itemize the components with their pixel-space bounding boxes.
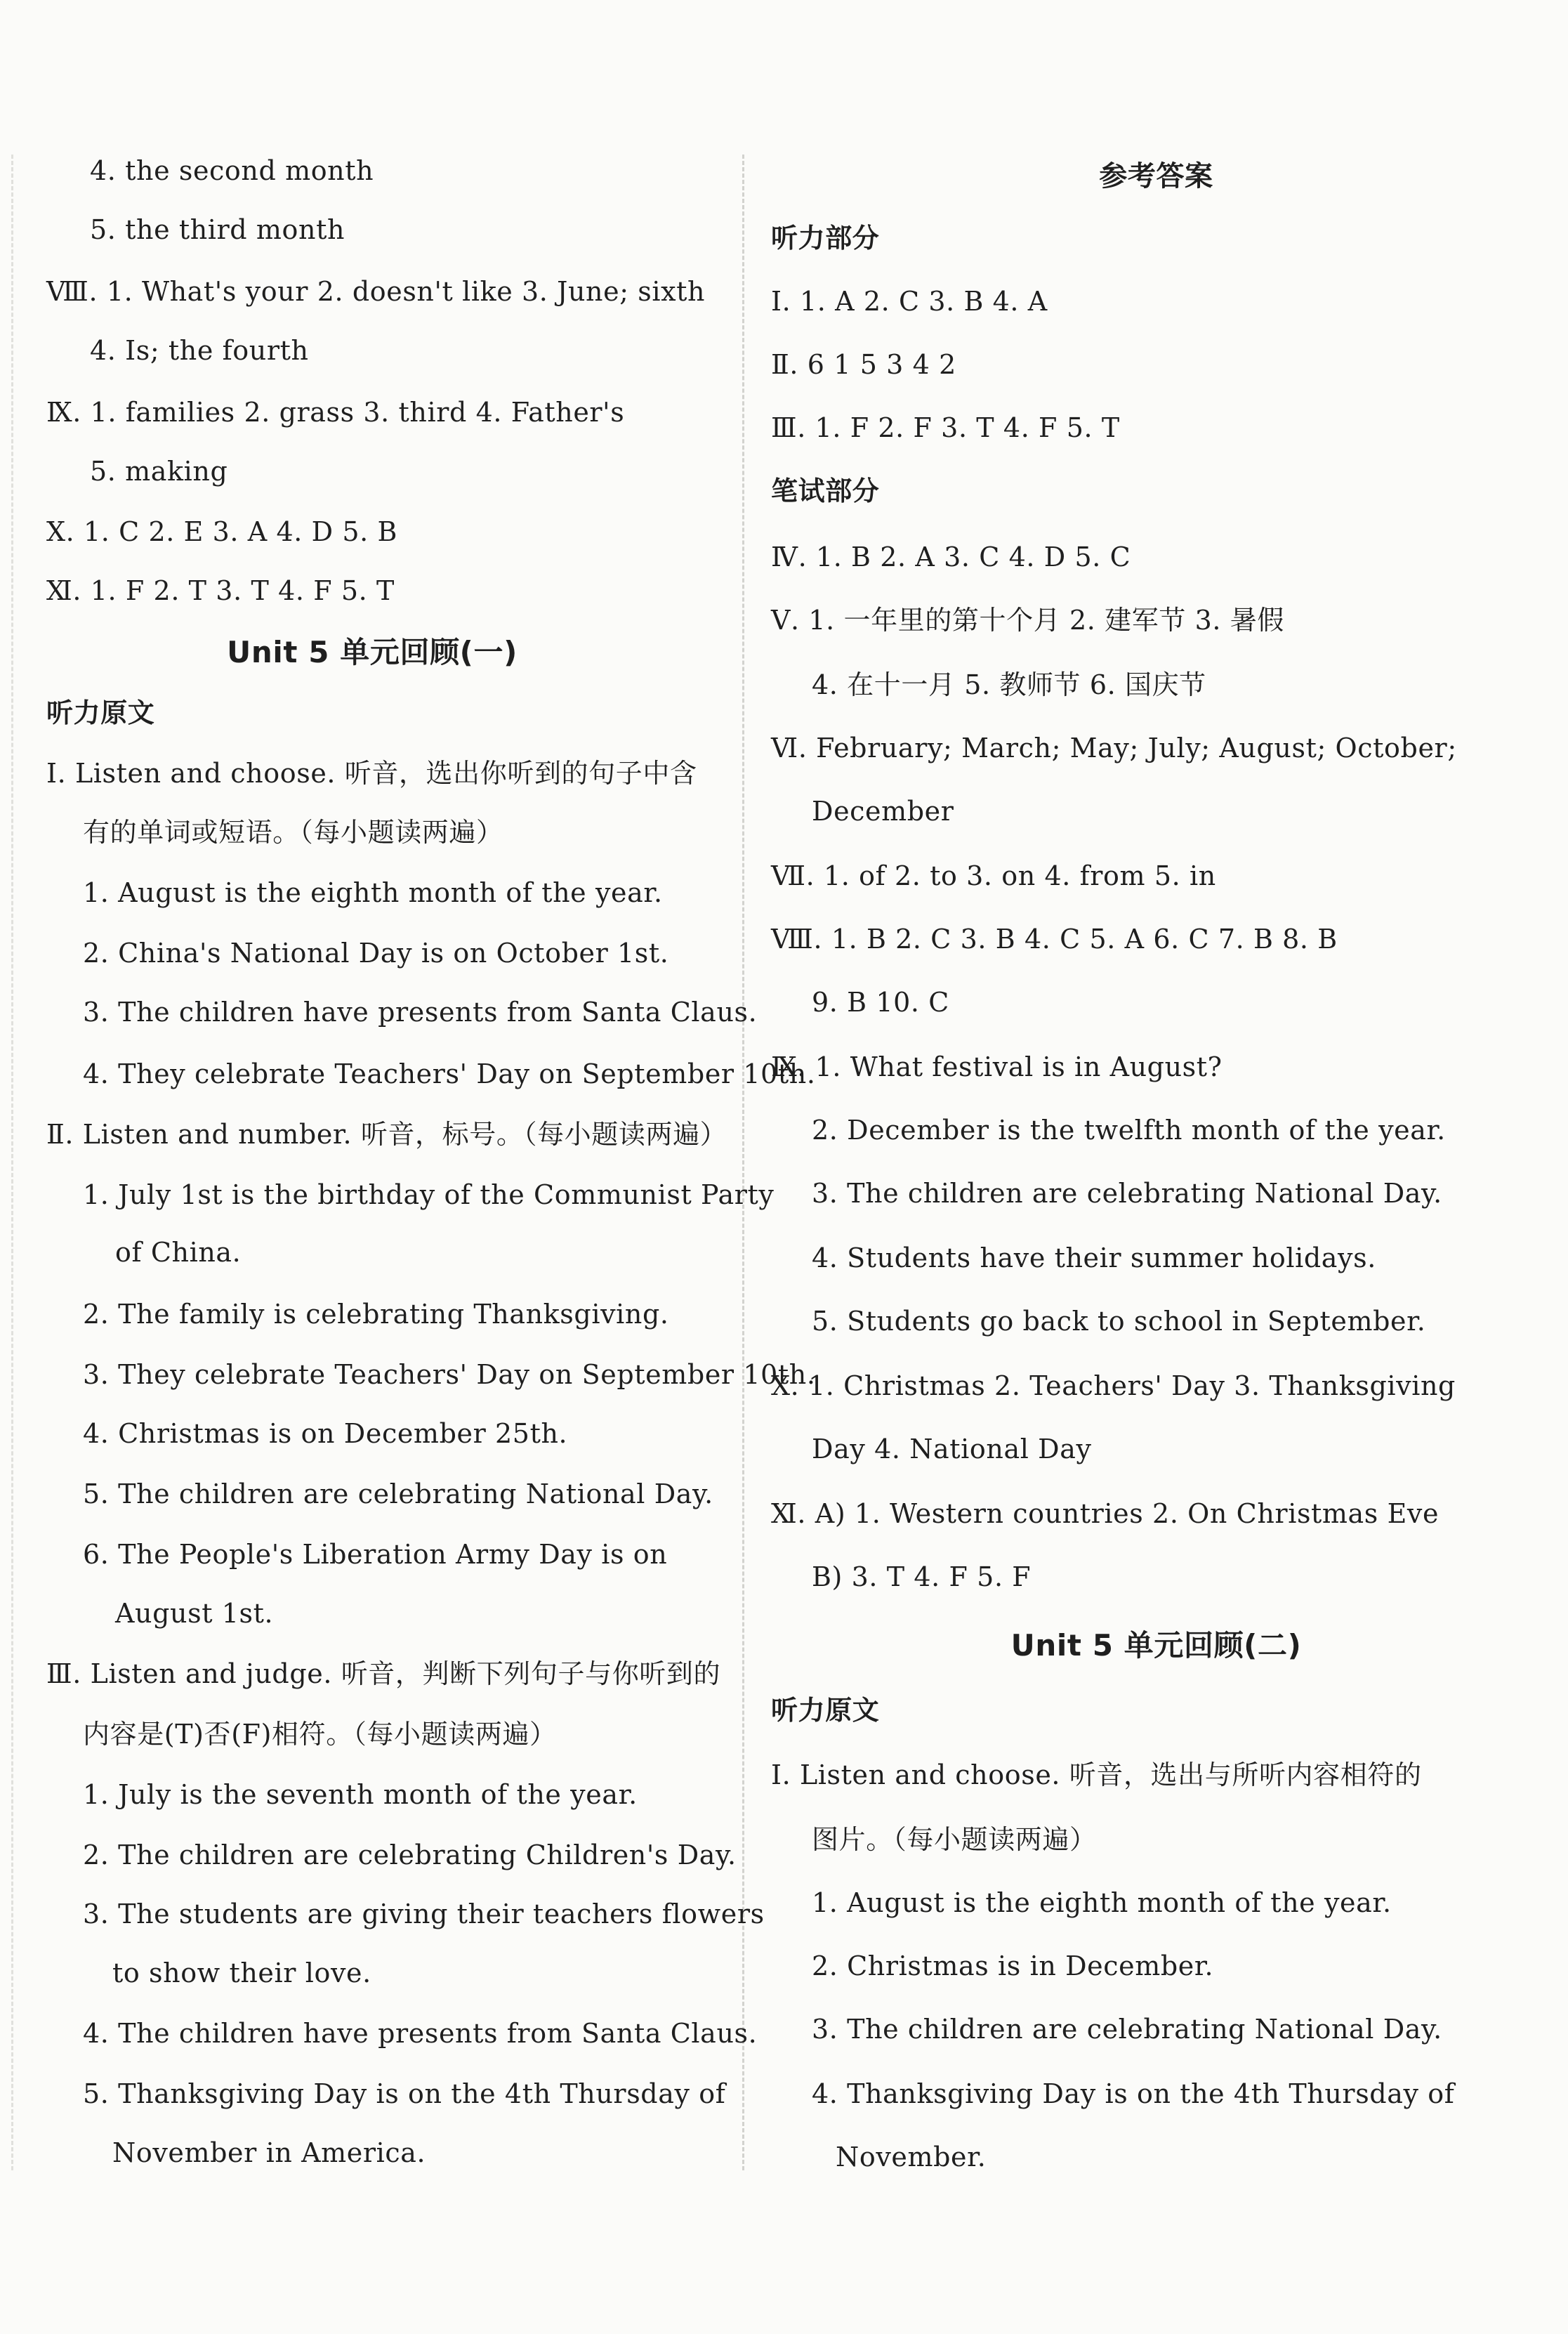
text-line: 1. July 1st is the birthday of the Communist Party [83,1179,775,1210]
text-line: 4. They celebrate Teachers' Day on September 10th. [83,1058,816,1089]
text-line: Ⅲ. Listen and judge. 听音，判断下列句子与你听到的 [46,1658,721,1689]
text-line: 2. Christmas is in December. [812,1951,1214,1981]
text-line: 2. The children are celebrating Children's Day. [83,1840,737,1870]
section-title: Unit 5 单元回顾(二) [1010,1628,1302,1663]
text-line: Ⅰ. Listen and choose. 听音，选出你听到的句子中含 [46,758,697,789]
text-line: Ⅵ. February; March; May; July; August; October; [771,733,1457,763]
text-line: Ⅱ. 6 1 5 3 4 2 [771,349,956,380]
text-line: 3. The children have presents from Santa Claus. [83,997,758,1028]
text-line: B) 3. T 4. F 5. F [812,1561,1032,1592]
text-line: Ⅰ. 1. A 2. C 3. B 4. A [771,286,1048,317]
text-line: 5. The children are celebrating National Day. [83,1479,713,1509]
text-line: Ⅹ. 1. Christmas 2. Teachers' Day 3. Thanksgiving [771,1370,1456,1401]
text-line: 5. Thanksgiving Day is on the 4th Thursday of [83,2078,726,2109]
text-line: 3. The students are giving their teachers flowers [83,1899,765,1929]
section-title: Unit 5 单元回顾(一) [227,635,518,669]
text-line: Ⅳ. 1. B 2. A 3. C 4. D 5. C [771,542,1131,572]
answer-key-title: 参考答案 [1099,160,1213,192]
text-line: 3. The children are celebrating National Day. [812,1178,1442,1209]
section-heading: 听力部分 [771,223,880,254]
text-line: Ⅱ. Listen and number. 听音，标号。（每小题读两遍） [46,1119,727,1150]
text-line: 9. B 10. C [812,987,949,1018]
text-line: Ⅷ. 1. What's your 2. doesn't like 3. June; sixth [46,276,706,307]
text-line: to show their love. [112,1958,371,1988]
text-line: Ⅲ. 1. F 2. F 3. T 4. F 5. T [771,412,1120,443]
section-heading: 听力原文 [771,1695,880,1726]
text-line: 3. The children are celebrating National Day. [812,2014,1442,2045]
section-heading: 听力原文 [46,697,155,728]
text-line: 4. Students have their summer holidays. [812,1243,1376,1273]
text-line: 4. Thanksgiving Day is on the 4th Thursday of [812,2078,1455,2109]
text-line: 2. The family is celebrating Thanksgiving. [83,1299,669,1330]
text-line: 1. August is the eighth month of the year. [83,877,663,908]
text-line: 有的单词或短语。（每小题读两遍） [83,817,503,848]
text-line: 1. July is the seventh month of the year. [83,1779,638,1810]
text-line: 4. Is; the fourth [90,335,309,366]
text-line: Ⅺ. A) 1. Western countries 2. On Christmas Eve [771,1498,1439,1529]
column-divider [742,155,744,2170]
text-line: November in America. [112,2137,426,2168]
text-line: 内容是(T)否(F)相符。（每小题读两遍） [83,1719,557,1750]
text-line: 4. 在十一月 5. 教师节 6. 国庆节 [812,669,1206,700]
text-line: 5. the third month [90,214,345,245]
text-line: Ⅶ. 1. of 2. to 3. on 4. from 5. in [771,860,1216,891]
text-line: November. [836,2142,987,2172]
text-line: Ⅴ. 1. 一年里的第十个月 2. 建军节 3. 暑假 [771,605,1284,636]
text-line: Ⅹ. 1. C 2. E 3. A 4. D 5. B [46,516,398,547]
text-line: 4. Christmas is on December 25th. [83,1418,568,1449]
text-line: of China. [115,1237,242,1268]
text-line: Day 4. National Day [812,1434,1092,1464]
text-line: 2. China's National Day is on October 1st. [83,938,669,969]
text-line: Ⅷ. 1. B 2. C 3. B 4. C 5. A 6. C 7. B 8. B [771,924,1338,955]
section-heading: 笔试部分 [771,476,880,506]
text-line: 6. The People's Liberation Army Day is on [83,1539,668,1570]
text-line: Ⅰ. Listen and choose. 听音，选出与所听内容相符的 [771,1759,1422,1790]
text-line: Ⅺ. 1. F 2. T 3. T 4. F 5. T [46,575,395,606]
text-line: 4. The children have presents from Santa Claus. [83,2018,758,2049]
text-line: Ⅸ. 1. families 2. grass 3. third 4. Father's [46,397,625,428]
text-line: August 1st. [115,1598,274,1629]
left-margin-rule [11,155,13,2170]
text-line: 1. August is the eighth month of the year. [812,1887,1392,1918]
text-line: December [812,796,954,827]
text-line: 4. the second month [90,155,374,186]
text-line: 2. December is the twelfth month of the year. [812,1115,1446,1146]
text-line: Ⅸ. 1. What festival is in August? [771,1051,1223,1082]
text-line: 5. Students go back to school in September. [812,1306,1426,1337]
text-line: 5. making [90,456,228,487]
text-line: 3. They celebrate Teachers' Day on September 10th. [83,1359,816,1390]
text-line: 图片。（每小题读两遍） [812,1824,1097,1855]
